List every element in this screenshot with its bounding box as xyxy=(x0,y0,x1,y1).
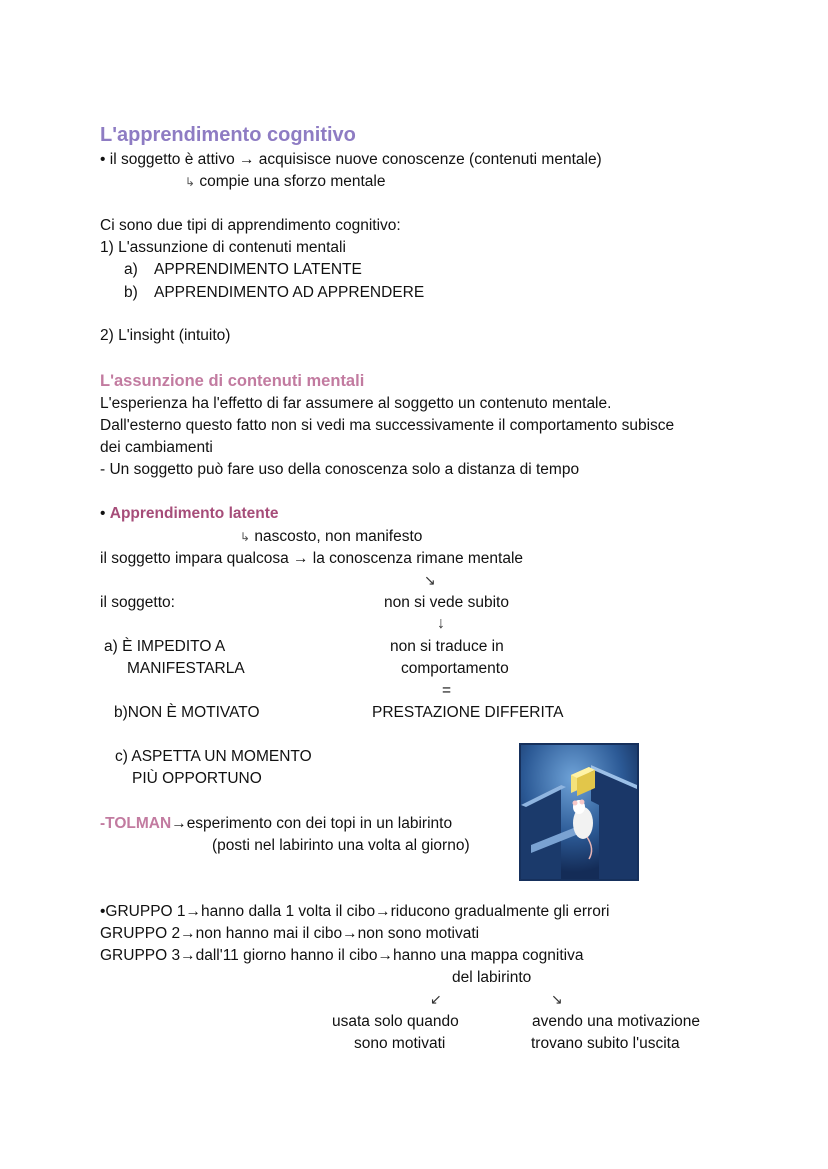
non-vede-text: non si vede subito xyxy=(384,594,509,611)
item-label: a) xyxy=(124,261,138,278)
paragraph-line: L'esperienza ha l'effetto di far assumere al soggetto un contenuto mentale. xyxy=(100,395,612,412)
branch-right-line-1: avendo una motivazione xyxy=(532,1013,701,1030)
latente-sub-text: nascosto, non manifesto xyxy=(254,528,423,545)
tolman-line-2: (posti nel labirinto una volta al giorno) xyxy=(212,837,470,854)
latente-sub xyxy=(240,527,422,547)
maze-illustration xyxy=(521,745,637,879)
types-item-2: 2) L'insight (intuito) xyxy=(100,327,231,344)
latente-title: Apprendimento latente xyxy=(109,505,279,522)
bullet: • xyxy=(100,151,106,168)
branch-right-line-2: trovano subito l'uscita xyxy=(531,1035,680,1052)
intro-line-1 xyxy=(100,150,602,170)
arrow-down-left-icon: ↙ xyxy=(430,991,442,1007)
item-label: b) xyxy=(124,284,138,301)
maze-mouse-image xyxy=(519,743,639,881)
item-text: APPRENDIMENTO LATENTE xyxy=(154,261,362,278)
types-heading: Ci sono due tipi di apprendimento cognitivo: xyxy=(100,217,401,234)
item-text: APPRENDIMENTO AD APPRENDERE xyxy=(154,284,425,301)
bullet: • xyxy=(100,505,106,522)
cause-c-line-1: c) ASPETTA UN MOMENTO xyxy=(115,748,312,765)
cause-b: b)NON È MOTIVATO xyxy=(114,704,260,721)
cause-a-line-2: MANIFESTARLA xyxy=(127,660,245,677)
branch-left-line-1: usata solo quando xyxy=(332,1013,459,1030)
arrow-down-right-icon: ↘ xyxy=(551,991,563,1007)
arrow-down-icon: ↓ xyxy=(437,615,445,632)
comportamento-text: comportamento xyxy=(401,660,509,677)
non-traduce-text: non si traduce in xyxy=(390,638,504,655)
cause-c-line-2: PIÙ OPPORTUNO xyxy=(132,770,262,787)
cause-a-line-1: a) È IMPEDITO A xyxy=(104,638,226,655)
gruppo-3: GRUPPO 3→dall'11 giorno hanno il cibo→hanno una mappa cognitiva xyxy=(100,947,584,964)
sub-arrow-icon: ↳ xyxy=(240,530,251,544)
soggetto-label: il soggetto: xyxy=(100,594,175,611)
equals-sign: = xyxy=(442,682,452,699)
types-item-1b xyxy=(124,283,424,303)
gruppo-3-cont: del labirinto xyxy=(452,969,532,986)
tolman-name: TOLMAN xyxy=(105,815,172,832)
tolman-line xyxy=(100,814,452,834)
branch-left-line-2: sono motivati xyxy=(354,1035,446,1052)
paragraph-line: dei cambiamenti xyxy=(100,439,213,456)
types-item-1: 1) L'assunzione di contenuti mentali xyxy=(100,239,346,256)
page-title: L'apprendimento cognitivo xyxy=(100,124,356,146)
types-item-1a xyxy=(124,260,362,280)
intro-text-2: compie una sforzo mentale xyxy=(199,173,386,190)
section-title: L'assunzione di contenuti mentali xyxy=(100,372,365,390)
paragraph-line: - Un soggetto può fare uso della conoscenza solo a distanza di tempo xyxy=(100,461,580,478)
arrow-diagonal-icon: ↘ xyxy=(424,572,436,588)
paragraph-line: Dall'esterno questo fatto non si vedi ma successivamente il comportamento subisce xyxy=(100,417,675,434)
latente-heading xyxy=(100,504,279,524)
prestazione-text: PRESTAZIONE DIFFERITA xyxy=(372,704,564,721)
tolman-text: →esperimento con dei topi in un labirinto xyxy=(171,815,453,832)
gruppo-1: •GRUPPO 1→hanno dalla 1 volta il cibo→riducono gradualmente gli errori xyxy=(100,903,610,920)
intro-text-1: il soggetto è attivo → acquisisce nuove conoscenze (contenuti mentale) xyxy=(109,151,602,168)
latente-line: il soggetto impara qualcosa → la conoscenza rimane mentale xyxy=(100,550,524,567)
sub-arrow-icon: ↳ xyxy=(185,175,196,189)
intro-line-2 xyxy=(185,172,385,192)
gruppo-2: GRUPPO 2→non hanno mai il cibo→non sono motivati xyxy=(100,925,480,942)
tolman-dash: - xyxy=(100,815,106,832)
